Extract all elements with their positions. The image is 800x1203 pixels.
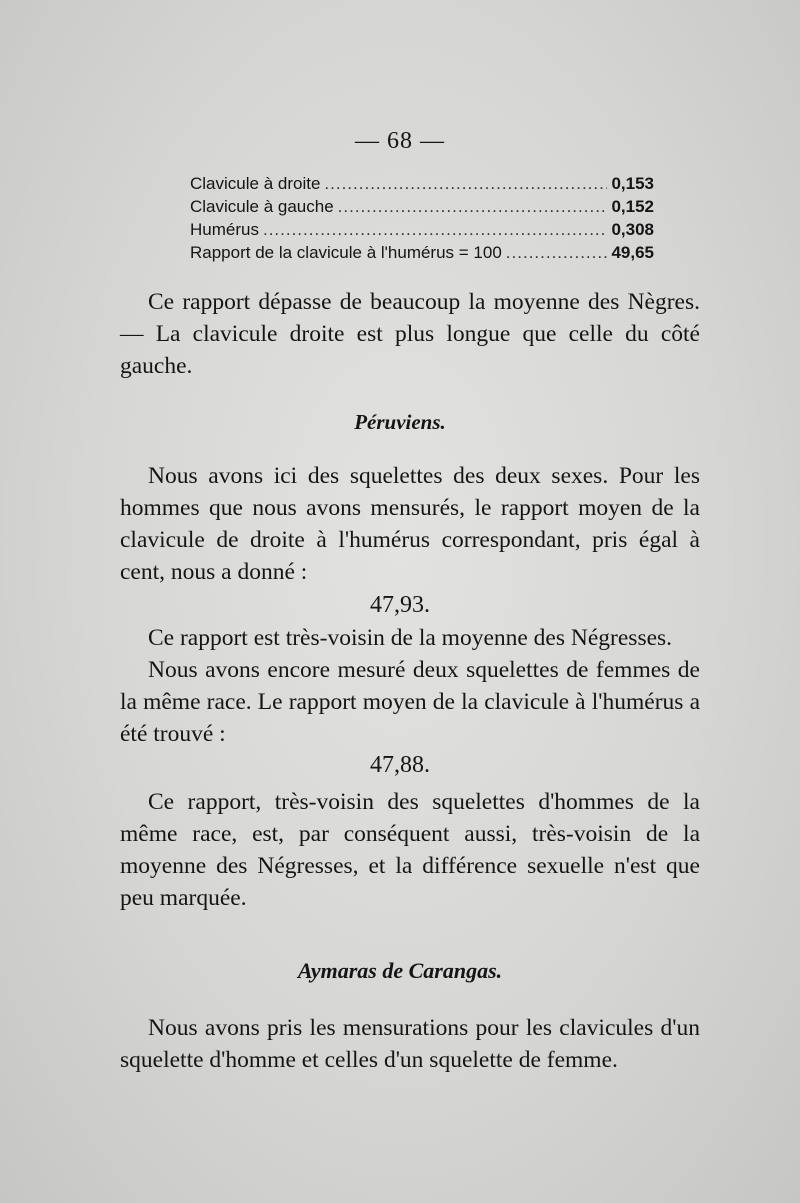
measurement-value: 0,153 — [611, 174, 654, 193]
measurement-label: Rapport de la clavicule à l'humérus = 100 — [190, 243, 502, 262]
paragraph-negresses — [120, 622, 700, 654]
measurement-label: Clavicule à gauche — [190, 197, 334, 216]
body-text: Nous avons ici des squelettes des deux sexes. Pour les hommes que nous avons mensurés, le rapport moyen de la clavicule de droite à l'humérus correspondant, pris égal à cent, nous a donné : — [120, 463, 700, 585]
measurement-table — [190, 174, 654, 266]
ratio-value-men: 47,93. — [370, 592, 430, 618]
leader-dots — [338, 197, 608, 217]
paragraph-femmes — [120, 654, 700, 750]
measurement-row — [190, 220, 654, 243]
paragraph-aymaras — [120, 1012, 700, 1076]
section-heading-peruviens: Péruviens. — [354, 410, 446, 434]
section-heading-aymaras: Aymaras de Carangas. — [297, 958, 503, 983]
body-text: Ce rapport est très-voisin de la moyenne des Négresses. — [148, 625, 673, 651]
paragraph-peruviens — [120, 460, 700, 588]
measurement-value: 49,65 — [611, 243, 654, 262]
paragraph-negres — [120, 286, 700, 382]
measurement-row — [190, 243, 654, 266]
body-text: Ce rapport dépasse de beaucoup la moyenne des Nègres. — La clavicule droite est plus longue que celle du côté gauche. — [120, 289, 700, 379]
body-text: Ce rapport, très-voisin des squelettes d'hommes de la même race, est, par conséquent aussi, très-voisin de la moyenne des Négresses, et la différence sexuelle n'est que peu marquée. — [120, 789, 700, 911]
measurement-row — [190, 174, 654, 197]
measurement-value: 0,152 — [611, 197, 654, 216]
measurement-label: Clavicule à droite — [190, 174, 321, 193]
ratio-value-women: 47,88. — [370, 752, 430, 778]
leader-dots — [263, 220, 607, 240]
measurement-row — [190, 197, 654, 220]
paragraph-comparison — [120, 786, 700, 914]
measurement-value: 0,308 — [611, 220, 654, 239]
leader-dots — [324, 174, 607, 194]
measurement-label: Humérus — [190, 220, 259, 239]
body-text: Nous avons encore mesuré deux squelettes de femmes de la même race. Le rapport moyen de la clavicule à l'humérus a été trouvé : — [120, 657, 700, 747]
page-number: — 68 — — [355, 128, 445, 154]
leader-dots — [506, 243, 608, 263]
body-text: Nous avons pris les mensurations pour les clavicules d'un squelette d'homme et celles d'un squelette de femme. — [120, 1015, 700, 1073]
